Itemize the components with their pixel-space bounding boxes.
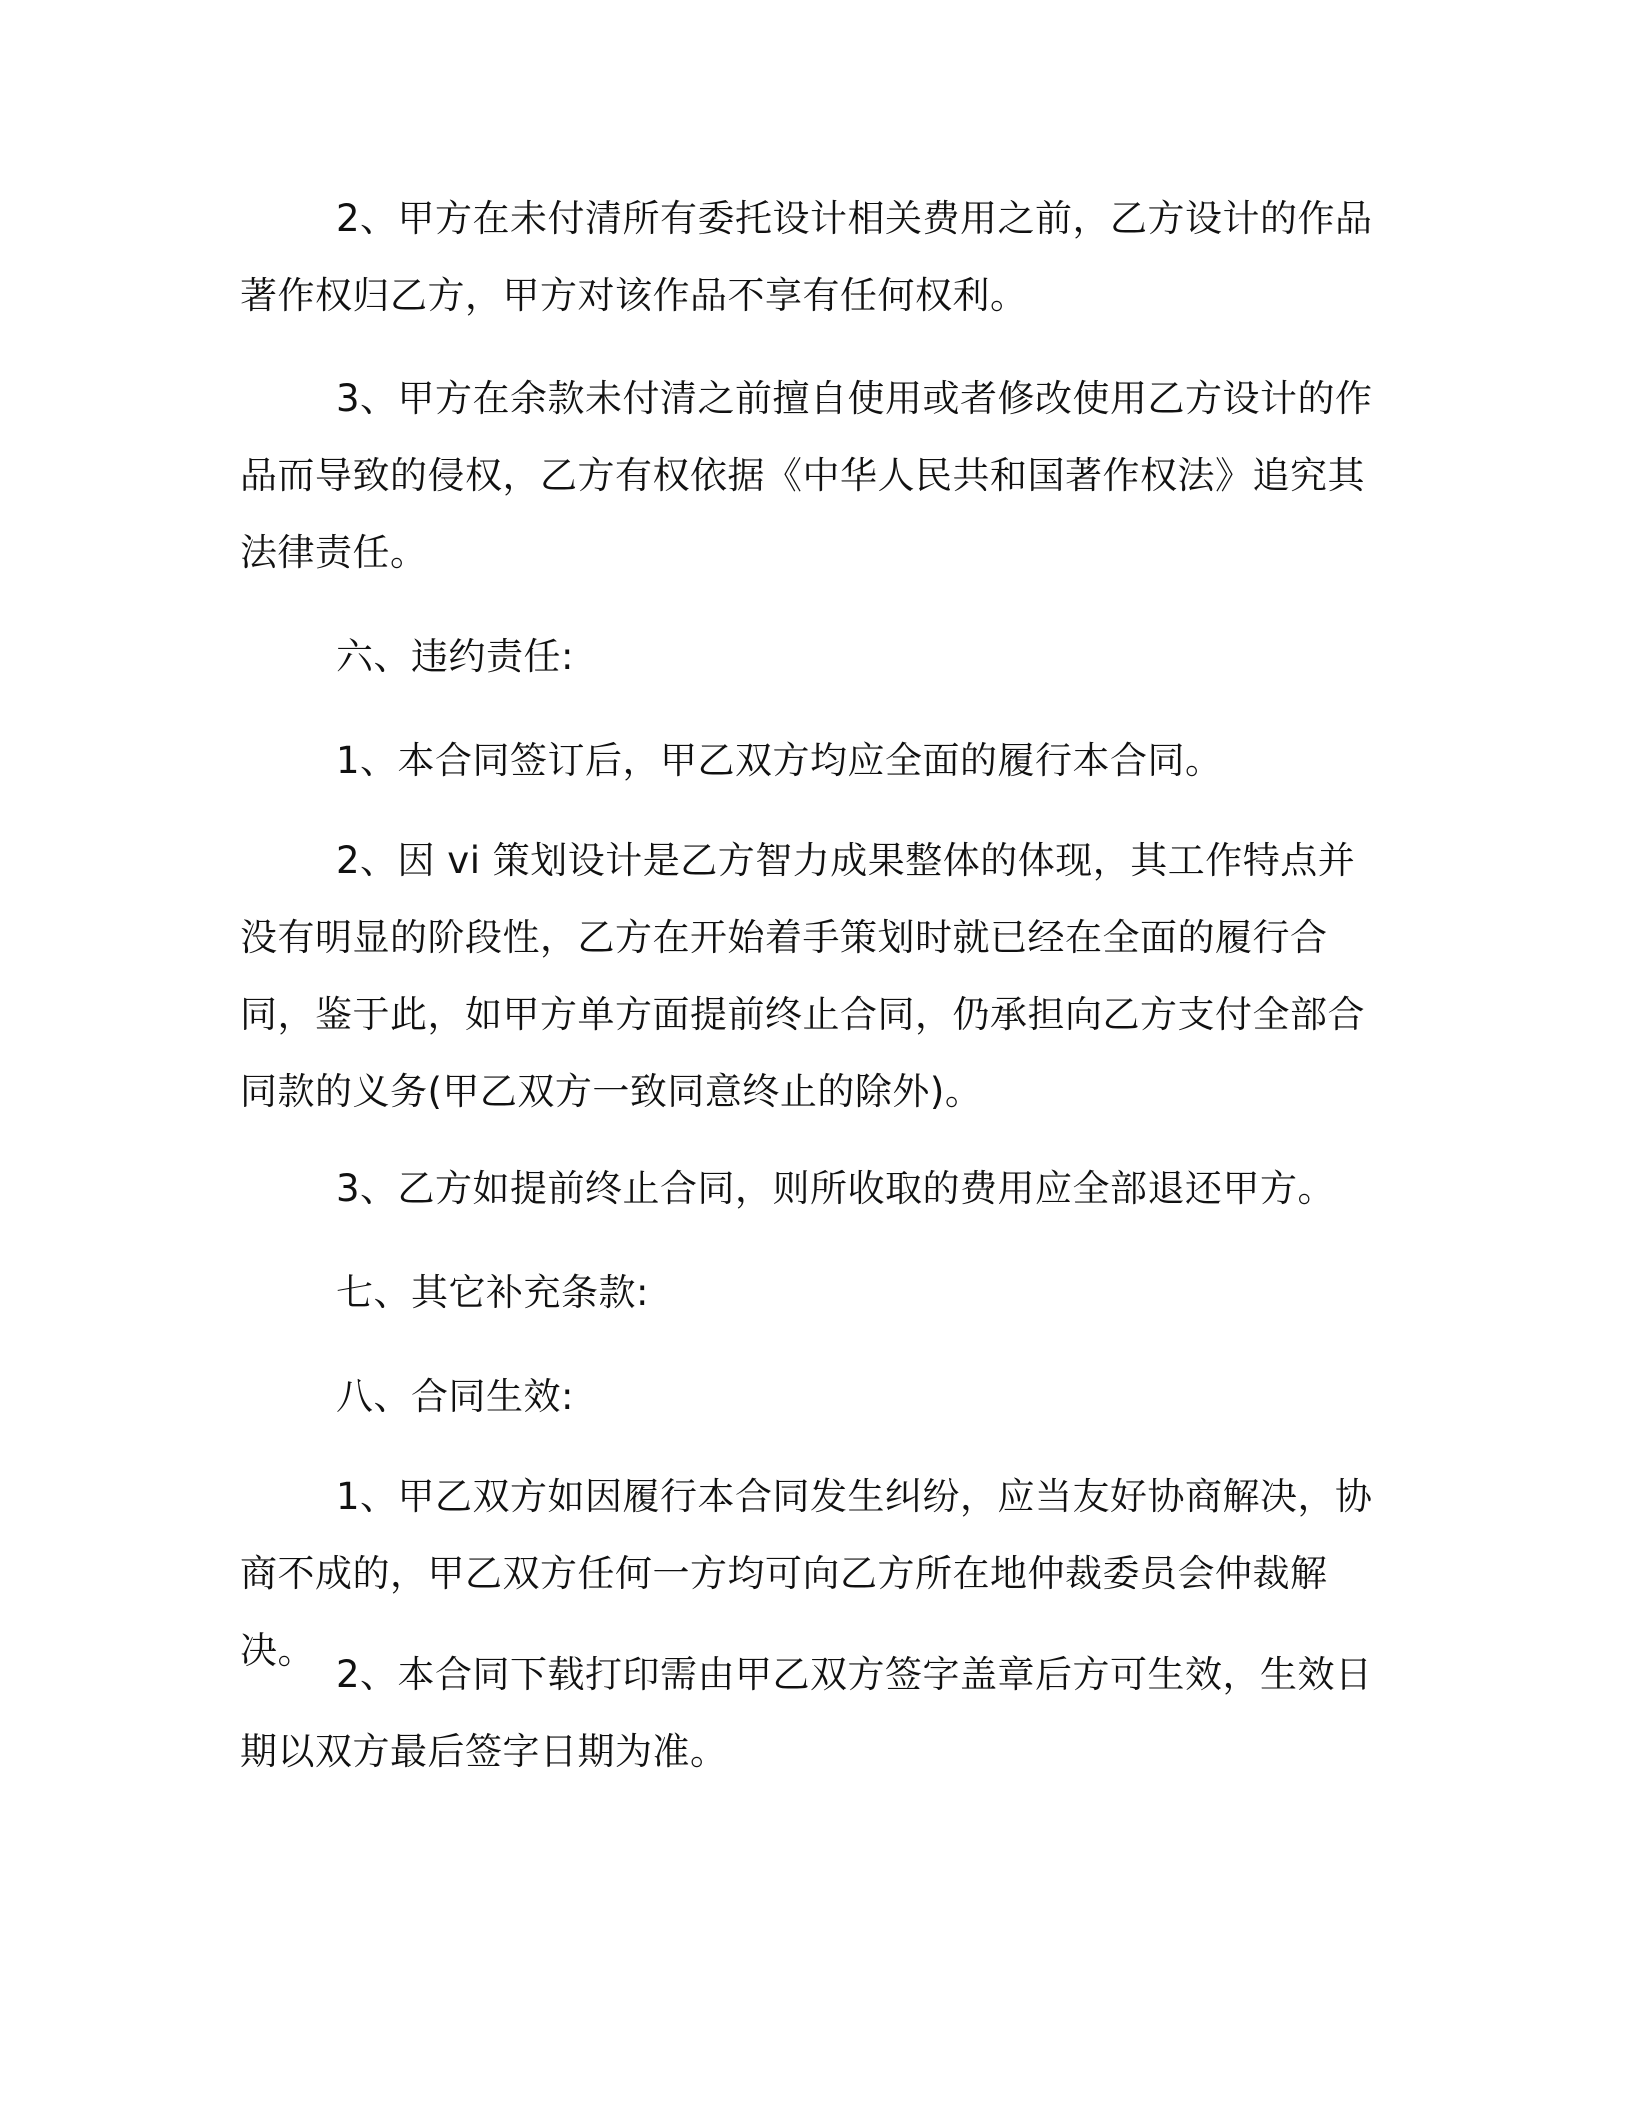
clause-copyright-before-payment: 2、甲方在未付清所有委托设计相关费用之前，乙方设计的作品著作权归乙方，甲方对该作品不享有任何权利。 <box>240 197 1373 317</box>
clause-breach-2: 2、因 vi 策划设计是乙方智力成果整体的体现，其工作特点并没有明显的阶段性，乙方在开始着手策划时就已经在全面的履行合同，鉴于此，如甲方单方面提前终止合同，仍承担向乙方支付全部合同款的义务(甲乙双方一致同意终止的除外)。 <box>240 839 1365 1113</box>
clause-breach-1: 1、本合同签订后，甲乙双方均应全面的履行本合同。 <box>336 739 1223 782</box>
section-heading-effective: 八、合同生效: <box>336 1375 574 1418</box>
clause-effective-2: 2、本合同下载打印需由甲乙双方签字盖章后方可生效，生效日期以双方最后签字日期为准。 <box>240 1653 1373 1773</box>
clause-effective-1: 1、甲乙双方如因履行本合同发生纠纷，应当友好协商解决，协商不成的，甲乙双方任何一方均可向乙方所在地仲裁委员会仲裁解决。 <box>240 1475 1373 1672</box>
section-heading-supplementary: 七、其它补充条款: <box>336 1271 649 1314</box>
section-heading-breach: 六、违约责任: <box>336 635 574 678</box>
clause-unauthorized-use: 3、甲方在余款未付清之前擅自使用或者修改使用乙方设计的作品而导致的侵权，乙方有权依据《中华人民共和国著作权法》追究其法律责任。 <box>240 377 1373 574</box>
clause-breach-3: 3、乙方如提前终止合同，则所收取的费用应全部退还甲方。 <box>336 1167 1336 1210</box>
